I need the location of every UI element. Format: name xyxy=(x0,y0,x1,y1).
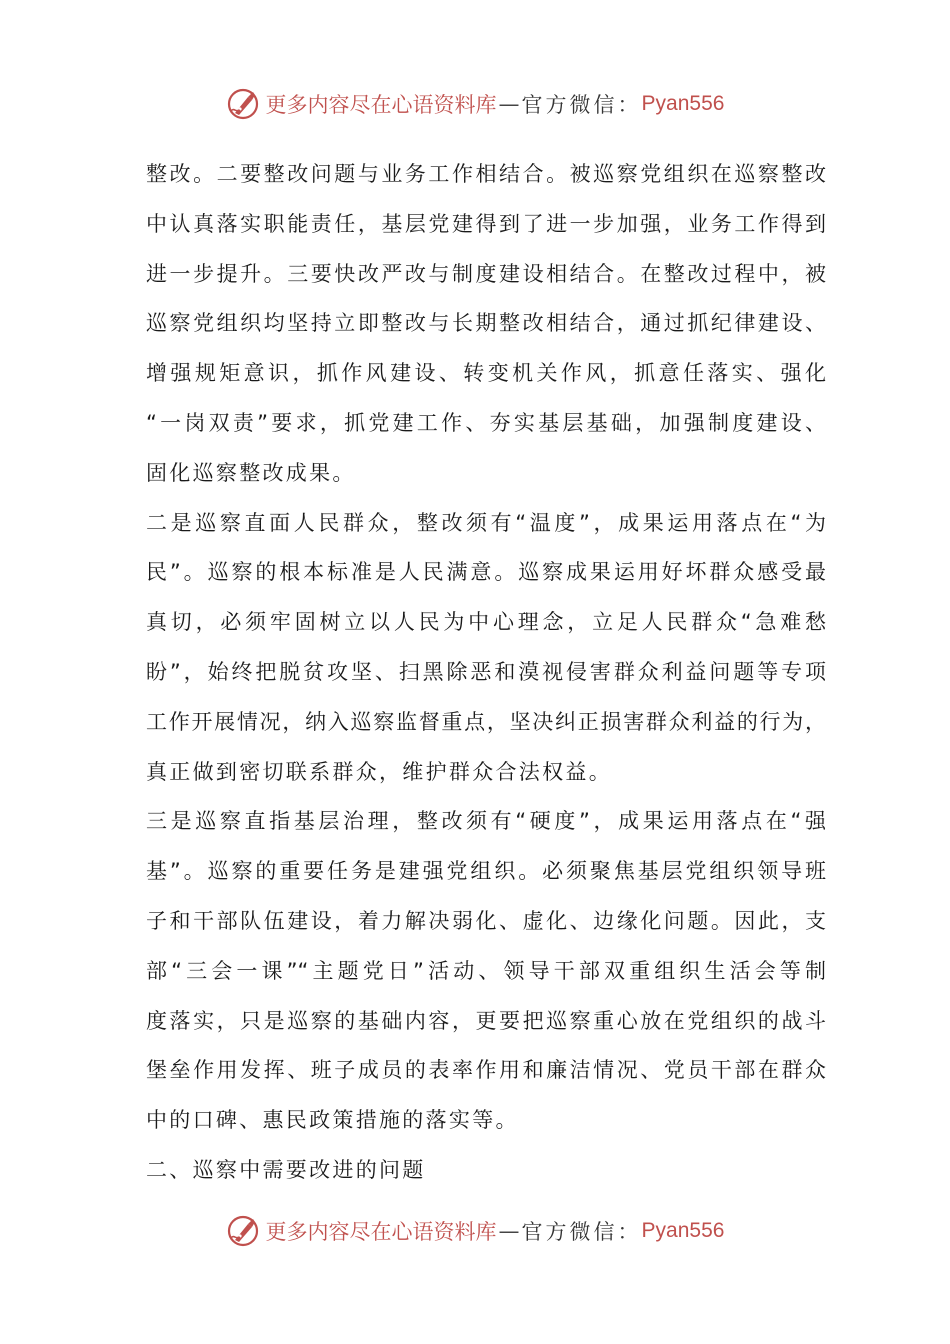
body-line: 基”。巡察的重要任务是建强党组织。必须聚焦基层党组织领导班 xyxy=(146,859,826,884)
banner-separator: — xyxy=(498,92,520,116)
body-line: 部“三会一课”“主题党日”活动、领导干部双重组织生活会等制 xyxy=(146,958,826,983)
body-line: 盼”，始终把脱贫攻坚、扫黑除恶和漠视侵害群众利益问题等专项 xyxy=(146,659,826,684)
banner-separator: — xyxy=(498,1219,520,1243)
banner-wechat-label: 官方微信： xyxy=(521,1220,642,1244)
footer-banner xyxy=(0,1211,950,1251)
body-line: 中的口碑、惠民政策措施的落实等。 xyxy=(146,1108,519,1133)
body-line: 度落实，只是巡察的基础内容，更要把巡察重心放在党组织的战斗 xyxy=(146,1008,826,1033)
body-line: 子和干部队伍建设，着力解决弱化、虚化、边缘化问题。因此，支 xyxy=(146,908,826,933)
pen-nib-seal-icon xyxy=(226,87,260,121)
banner-brand-text: 更多内容尽在心语资料库 xyxy=(265,93,497,117)
body-line: 真正做到密切联系群众，维护群众合法权益。 xyxy=(146,759,612,784)
body-line: 巡察党组织均坚持立即整改与长期整改相结合，通过抓纪律建设、 xyxy=(146,311,826,336)
document-body xyxy=(146,150,826,1196)
body-line: “一岗双责”要求，抓党建工作、夯实基层基础，加强制度建设、 xyxy=(146,410,826,435)
section-heading: 二、巡察中需要改进的问题 xyxy=(146,1157,426,1182)
banner-wechat-label: 官方微信： xyxy=(521,93,642,117)
body-line: 二是巡察直面人民群众，整改须有“温度”，成果运用落点在“为 xyxy=(146,510,826,535)
banner-brand-text: 更多内容尽在心语资料库 xyxy=(265,1220,497,1244)
banner-wechat-id: Pyan556 xyxy=(641,1219,725,1242)
body-line: 三是巡察直指基层治理，整改须有“硬度”，成果运用落点在“强 xyxy=(146,809,826,834)
body-line: 整改。二要整改问题与业务工作相结合。被巡察党组织在巡察整改 xyxy=(146,162,826,186)
body-line: 中认真落实职能责任，基层党建得到了进一步加强，业务工作得到 xyxy=(146,211,826,236)
banner-wechat-id: Pyan556 xyxy=(641,92,725,115)
body-line: 进一步提升。三要快改严改与制度建设相结合。在整改过程中，被 xyxy=(146,261,826,286)
body-line: 堡垒作用发挥、班子成员的表率作用和廉洁情况、党员干部在群众 xyxy=(146,1058,826,1083)
body-line: 工作开展情况，纳入巡察监督重点，坚决纠正损害群众利益的行为， xyxy=(146,709,826,734)
body-line: 增强规矩意识，抓作风建设、转变机关作风，抓意任落实、强化 xyxy=(146,361,826,386)
body-line: 固化巡察整改成果。 xyxy=(146,460,356,485)
body-line: 真切，必须牢固树立以人民为中心理念，立足人民群众“急难愁 xyxy=(146,610,826,635)
pen-nib-seal-icon xyxy=(226,1214,260,1248)
header-banner xyxy=(0,84,950,124)
body-line: 民”。巡察的根本标准是人民满意。巡察成果运用好坏群众感受最 xyxy=(146,560,826,585)
